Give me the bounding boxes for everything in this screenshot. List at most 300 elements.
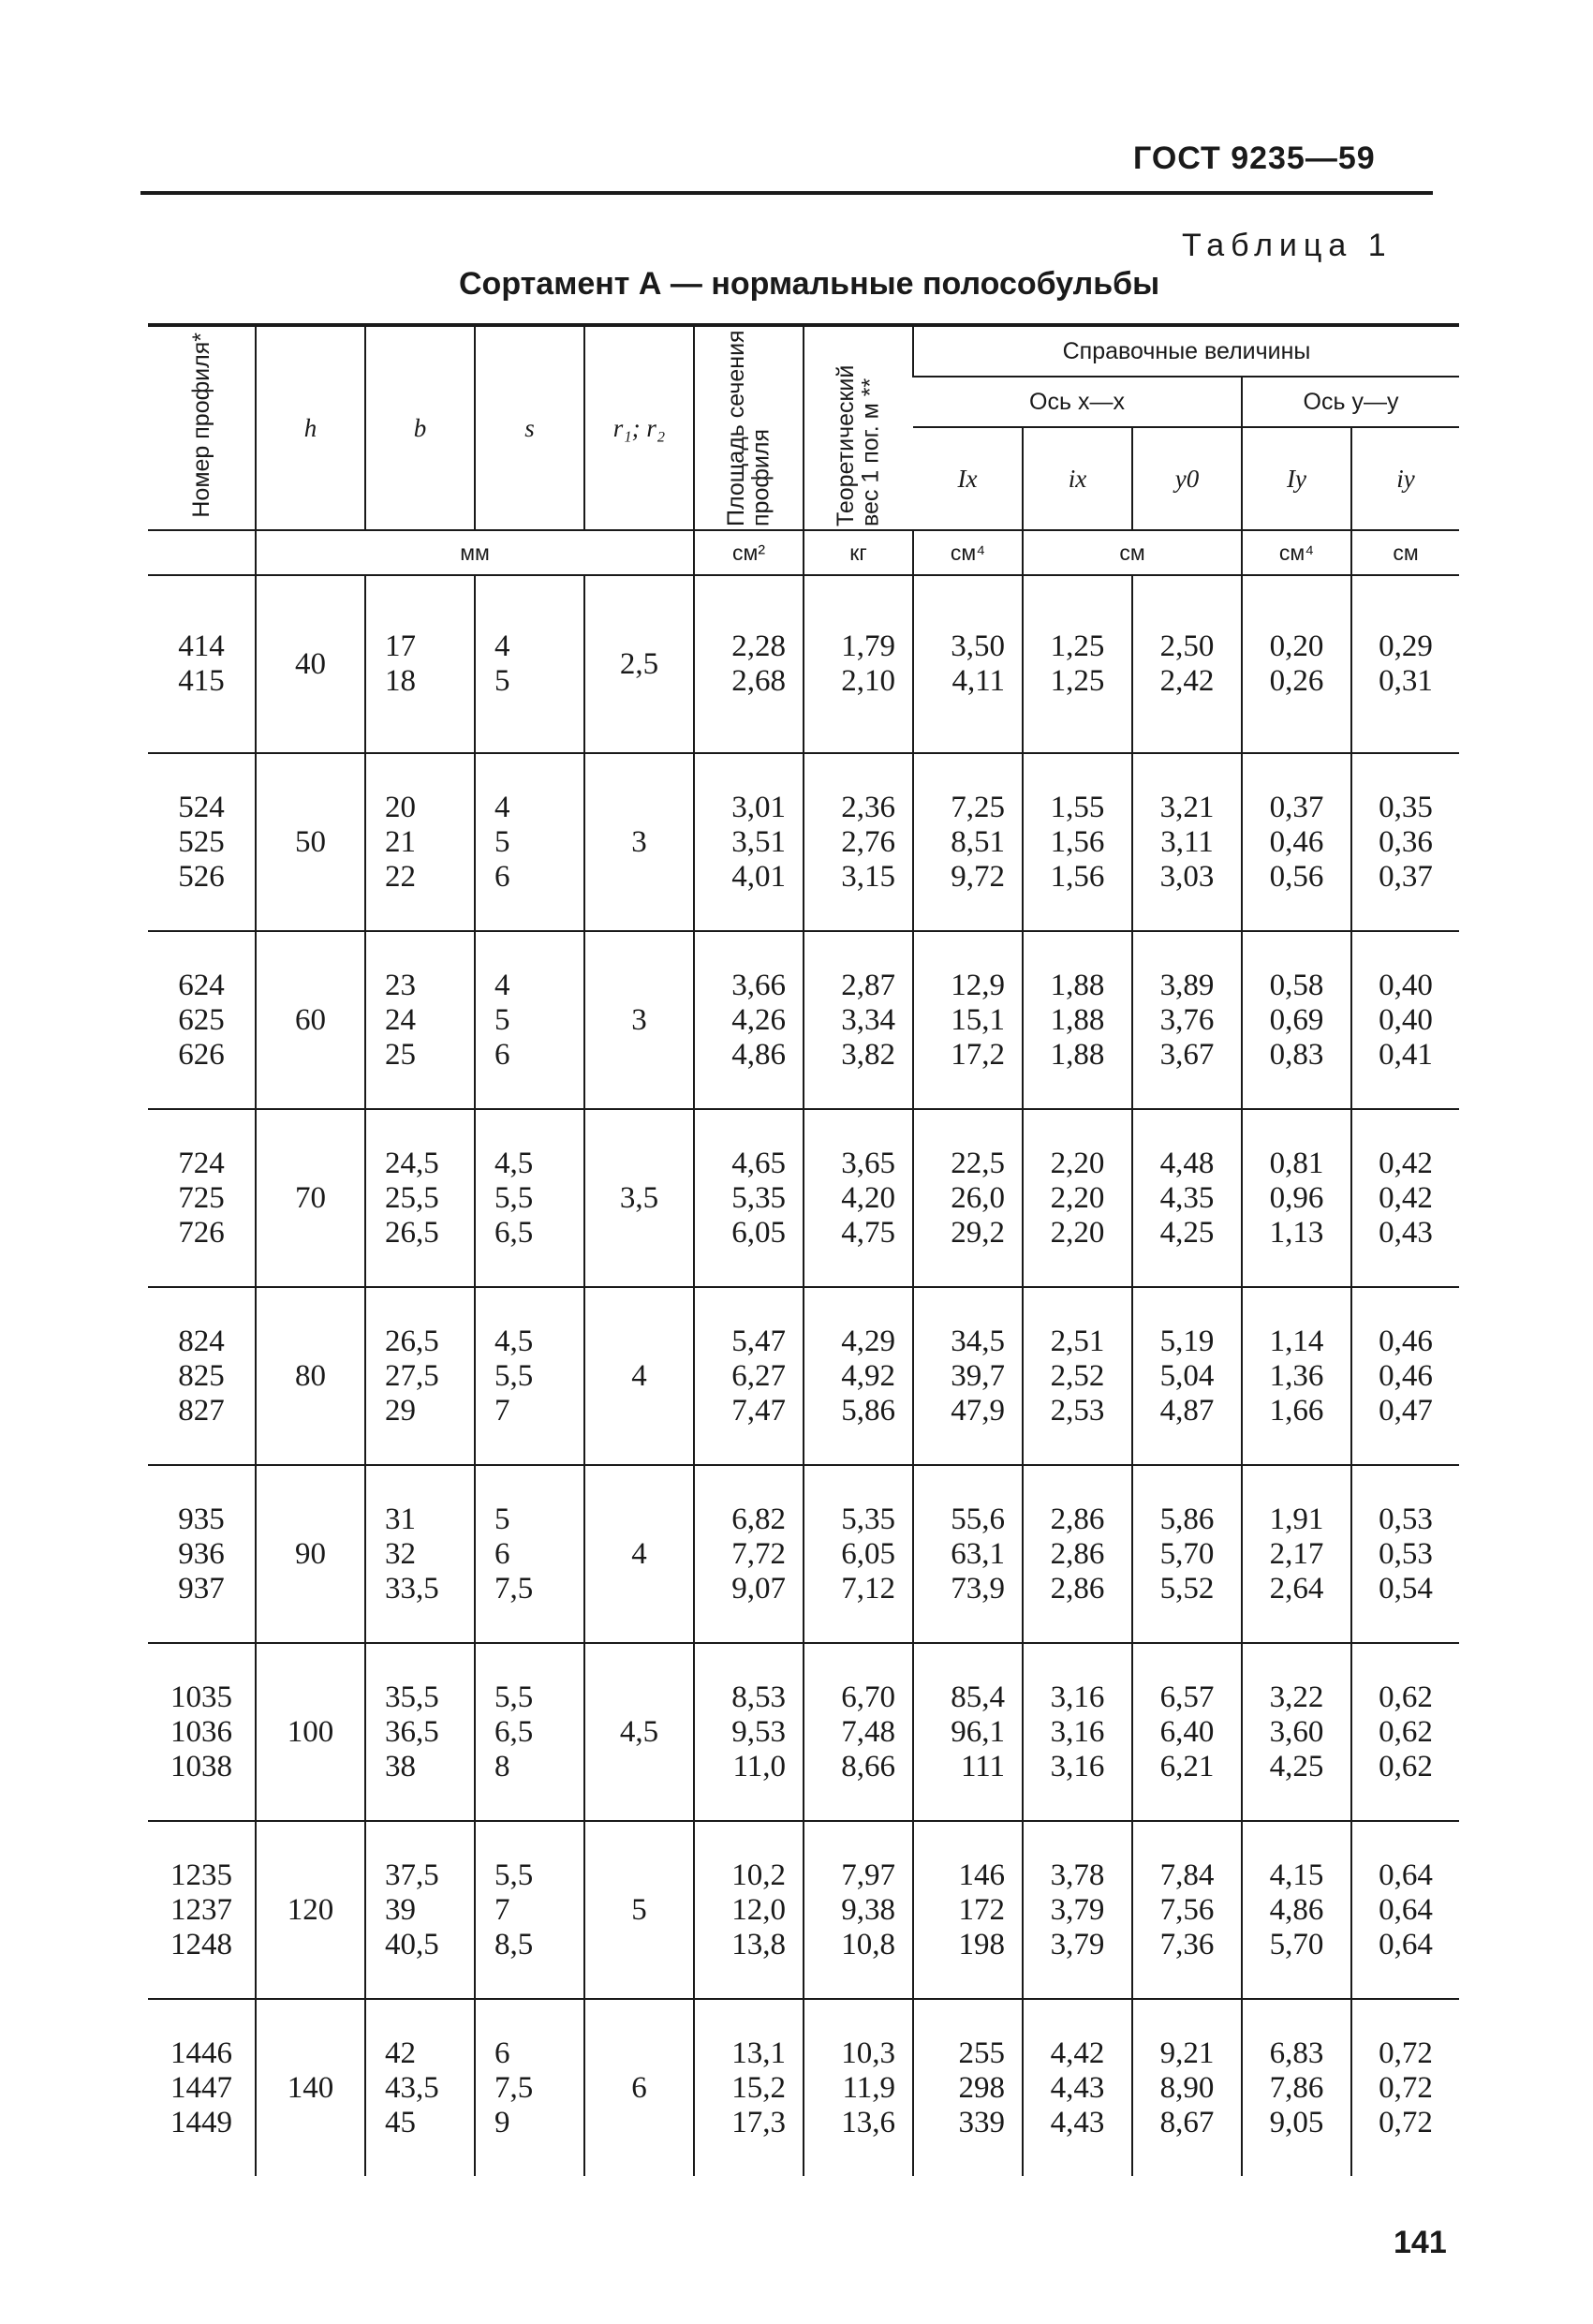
cell-value: 4,5 bbox=[494, 1324, 534, 1358]
cell-value: 80 bbox=[295, 1358, 326, 1393]
cell-value: 40 bbox=[295, 646, 326, 681]
cell-value: 2,50 bbox=[1159, 629, 1215, 663]
col-s: s bbox=[475, 325, 584, 530]
cell-s bbox=[475, 1287, 584, 1465]
cell-value: 8,66 bbox=[841, 1749, 895, 1784]
cell-value: 3,21 bbox=[1159, 790, 1215, 824]
cell-weight bbox=[804, 753, 913, 931]
cell-value: 6,5 bbox=[494, 1714, 534, 1749]
assortment-table bbox=[148, 323, 1459, 2176]
cell-value: 198 bbox=[958, 1927, 1005, 1961]
cell-value: 3,65 bbox=[841, 1146, 895, 1180]
cell-value: 7,36 bbox=[1159, 1927, 1215, 1961]
cell-value: 7,72 bbox=[731, 1536, 786, 1571]
unit-profile bbox=[148, 530, 256, 575]
cell-iy bbox=[1351, 1109, 1459, 1287]
cell-s bbox=[475, 1821, 584, 1999]
cell-value: 2,76 bbox=[841, 824, 895, 859]
cell-value: 0,40 bbox=[1379, 968, 1433, 1002]
cell-value: 935 bbox=[178, 1502, 225, 1536]
cell-b bbox=[365, 1465, 475, 1643]
cell-iy bbox=[1351, 575, 1459, 753]
cell-value: 4,75 bbox=[841, 1215, 895, 1250]
cell-value: 1,88 bbox=[1050, 968, 1105, 1002]
cell-value: 2,53 bbox=[1050, 1393, 1105, 1428]
cell-value: 9,72 bbox=[951, 859, 1005, 894]
cell-value: 0,62 bbox=[1379, 1680, 1433, 1714]
cell-value: 5,19 bbox=[1159, 1324, 1215, 1358]
cell-value: 4,48 bbox=[1159, 1146, 1215, 1180]
col-iy: iy bbox=[1351, 427, 1459, 530]
cell-y0 bbox=[1132, 1643, 1242, 1821]
cell-Ix bbox=[913, 931, 1023, 1109]
cell-value: 4,15 bbox=[1269, 1858, 1324, 1892]
cell-value: 26,5 bbox=[385, 1324, 439, 1358]
cell-y0 bbox=[1132, 1109, 1242, 1287]
cell-value: 415 bbox=[178, 664, 225, 698]
cell-value: 0,36 bbox=[1379, 824, 1433, 859]
cell-ix bbox=[1023, 1999, 1132, 2176]
cell-value: 0,31 bbox=[1379, 664, 1433, 698]
cell-value: 2,28 bbox=[731, 629, 786, 663]
unit-Iy: см⁴ bbox=[1242, 530, 1351, 575]
cell-value: 2,17 bbox=[1269, 1536, 1324, 1571]
cell-value: 4,43 bbox=[1050, 2105, 1105, 2139]
cell-value: 9,53 bbox=[731, 1714, 786, 1749]
cell-no bbox=[148, 1287, 256, 1465]
cell-value: 3,67 bbox=[1159, 1037, 1215, 1072]
cell-value: 6,5 bbox=[494, 1215, 534, 1250]
cell-value: 12,0 bbox=[731, 1892, 786, 1927]
cell-value: 5 bbox=[494, 824, 510, 859]
cell-value: 9,21 bbox=[1159, 2035, 1215, 2070]
table-row bbox=[148, 575, 1459, 753]
cell-value: 4,20 bbox=[841, 1180, 895, 1215]
table-row bbox=[148, 1999, 1459, 2176]
cell-value: 4 bbox=[631, 1358, 647, 1393]
cell-r bbox=[584, 575, 694, 753]
cell-value: 25 bbox=[385, 1037, 416, 1072]
cell-value: 5 bbox=[494, 1502, 510, 1536]
cell-value: 3,01 bbox=[731, 790, 786, 824]
cell-value: 4,5 bbox=[494, 1146, 534, 1180]
col-axis-x: Ось x—x bbox=[913, 377, 1242, 427]
cell-value: 414 bbox=[178, 629, 225, 663]
cell-ix bbox=[1023, 753, 1132, 931]
cell-value: 42 bbox=[385, 2035, 416, 2070]
cell-value: 38 bbox=[385, 1749, 416, 1784]
cell-value: 2,51 bbox=[1050, 1324, 1105, 1358]
cell-value: 39 bbox=[385, 1892, 416, 1927]
cell-value: 5,86 bbox=[1159, 1502, 1215, 1536]
cell-weight bbox=[804, 575, 913, 753]
cell-value: 824 bbox=[178, 1324, 225, 1358]
cell-value: 7,5 bbox=[494, 2070, 534, 2105]
cell-value: 4 bbox=[494, 790, 510, 824]
cell-value: 4,65 bbox=[731, 1146, 786, 1180]
cell-b bbox=[365, 1109, 475, 1287]
cell-value: 1,56 bbox=[1050, 859, 1105, 894]
table-title: Сортамент А — нормальные полособульбы bbox=[459, 266, 1160, 302]
cell-y0 bbox=[1132, 1465, 1242, 1643]
cell-value: 936 bbox=[178, 1536, 225, 1571]
cell-value: 9,38 bbox=[841, 1892, 895, 1927]
cell-value: 7 bbox=[494, 1393, 510, 1428]
cell-value: 3,66 bbox=[731, 968, 786, 1002]
cell-b bbox=[365, 1643, 475, 1821]
cell-value: 2,68 bbox=[731, 664, 786, 698]
cell-s bbox=[475, 1109, 584, 1287]
cell-value: 7,84 bbox=[1159, 1858, 1215, 1892]
cell-r bbox=[584, 1287, 694, 1465]
cell-value: 7,5 bbox=[494, 1571, 534, 1606]
cell-value: 3,50 bbox=[951, 629, 1005, 663]
cell-ix bbox=[1023, 1287, 1132, 1465]
cell-value: 7,12 bbox=[841, 1571, 895, 1606]
cell-value: 0,42 bbox=[1379, 1180, 1433, 1215]
cell-b bbox=[365, 931, 475, 1109]
cell-value: 21 bbox=[385, 824, 416, 859]
cell-value: 7 bbox=[494, 1892, 510, 1927]
table-row bbox=[148, 1109, 1459, 1287]
table-row bbox=[148, 1821, 1459, 1999]
cell-value: 0,81 bbox=[1269, 1146, 1324, 1180]
cell-weight bbox=[804, 1643, 913, 1821]
cell-h bbox=[256, 1999, 365, 2176]
cell-value: 1,56 bbox=[1050, 824, 1105, 859]
cell-value: 5,47 bbox=[731, 1324, 786, 1358]
cell-value: 7,48 bbox=[841, 1714, 895, 1749]
col-ix: ix bbox=[1023, 427, 1132, 530]
cell-value: 524 bbox=[178, 790, 225, 824]
cell-value: 5,5 bbox=[494, 1858, 534, 1892]
col-Ix: Ix bbox=[957, 464, 978, 493]
cell-no bbox=[148, 1465, 256, 1643]
cell-value: 2,36 bbox=[841, 790, 895, 824]
cell-no bbox=[148, 1109, 256, 1287]
table-row bbox=[148, 1643, 1459, 1821]
cell-value: 63,1 bbox=[951, 1536, 1005, 1571]
cell-value: 7,56 bbox=[1159, 1892, 1215, 1927]
cell-value: 3 bbox=[631, 824, 647, 859]
cell-value: 2,20 bbox=[1050, 1146, 1105, 1180]
cell-value: 1035 bbox=[170, 1680, 232, 1714]
cell-value: 0,46 bbox=[1379, 1358, 1433, 1393]
cell-value: 0,72 bbox=[1379, 2035, 1433, 2070]
cell-weight bbox=[804, 1465, 913, 1643]
cell-value: 1,88 bbox=[1050, 1002, 1105, 1037]
cell-value: 7,25 bbox=[951, 790, 1005, 824]
cell-value: 3,11 bbox=[1160, 824, 1214, 859]
cell-value: 1447 bbox=[170, 2070, 232, 2105]
cell-value: 1449 bbox=[170, 2105, 232, 2139]
col-axis-y: Ось y—y bbox=[1242, 377, 1459, 427]
cell-value: 0,69 bbox=[1269, 1002, 1324, 1037]
cell-value: 24 bbox=[385, 1002, 416, 1037]
cell-value: 4 bbox=[494, 968, 510, 1002]
cell-Iy bbox=[1242, 1465, 1351, 1643]
cell-area bbox=[694, 1821, 804, 1999]
cell-value: 8,53 bbox=[731, 1680, 786, 1714]
cell-value: 36,5 bbox=[385, 1714, 439, 1749]
cell-value: 0,53 bbox=[1379, 1502, 1433, 1536]
cell-ix bbox=[1023, 1821, 1132, 1999]
cell-value: 339 bbox=[958, 2105, 1005, 2139]
cell-value: 9,07 bbox=[731, 1571, 786, 1606]
cell-value: 8,90 bbox=[1159, 2070, 1215, 2105]
cell-value: 625 bbox=[178, 1002, 225, 1037]
cell-value: 4,5 bbox=[619, 1714, 659, 1749]
cell-no bbox=[148, 1999, 256, 2176]
cell-value: 6,05 bbox=[841, 1536, 895, 1571]
cell-value: 3,79 bbox=[1050, 1927, 1105, 1961]
cell-weight bbox=[804, 1287, 913, 1465]
cell-value: 0,46 bbox=[1379, 1324, 1433, 1358]
cell-value: 3,15 bbox=[841, 859, 895, 894]
cell-no bbox=[148, 1821, 256, 1999]
cell-value: 37,5 bbox=[385, 1858, 439, 1892]
cell-Ix bbox=[913, 1821, 1023, 1999]
cell-Iy bbox=[1242, 753, 1351, 931]
cell-value: 29 bbox=[385, 1393, 416, 1428]
document-code: ГОСТ 9235—59 bbox=[1133, 141, 1376, 176]
cell-value: 6,27 bbox=[731, 1358, 786, 1393]
cell-value: 825 bbox=[178, 1358, 225, 1393]
cell-weight bbox=[804, 931, 913, 1109]
cell-value: 27,5 bbox=[385, 1358, 439, 1393]
table-row bbox=[148, 1465, 1459, 1643]
cell-value: 8 bbox=[494, 1749, 510, 1784]
col-r: r₁; r₂ bbox=[584, 325, 694, 530]
cell-value: 2,10 bbox=[841, 664, 895, 698]
cell-value: 45 bbox=[385, 2105, 416, 2139]
cell-r bbox=[584, 1643, 694, 1821]
cell-value: 8,51 bbox=[951, 824, 1005, 859]
cell-value: 5 bbox=[631, 1892, 647, 1927]
cell-value: 5,70 bbox=[1269, 1927, 1324, 1961]
cell-value: 4,26 bbox=[731, 1002, 786, 1037]
cell-area bbox=[694, 1643, 804, 1821]
cell-value: 2,52 bbox=[1050, 1358, 1105, 1393]
col-weight: Теоретический вес 1 пог. м ** bbox=[804, 325, 913, 530]
unit-x-cm: см bbox=[1023, 530, 1242, 575]
cell-value: 11,9 bbox=[842, 2070, 895, 2105]
cell-value: 40,5 bbox=[385, 1927, 439, 1961]
cell-value: 20 bbox=[385, 790, 416, 824]
cell-value: 3,34 bbox=[841, 1002, 895, 1037]
cell-value: 0,35 bbox=[1379, 790, 1433, 824]
cell-value: 6 bbox=[494, 2035, 510, 2070]
cell-value: 3,16 bbox=[1050, 1714, 1105, 1749]
cell-value: 0,54 bbox=[1379, 1571, 1433, 1606]
cell-value: 5,5 bbox=[494, 1680, 534, 1714]
cell-h bbox=[256, 1821, 365, 1999]
cell-value: 24,5 bbox=[385, 1146, 439, 1180]
cell-r bbox=[584, 1821, 694, 1999]
cell-value: 0,58 bbox=[1269, 968, 1324, 1002]
cell-h bbox=[256, 1109, 365, 1287]
cell-value: 0,72 bbox=[1379, 2105, 1433, 2139]
unit-Ix: см⁴ bbox=[913, 530, 1023, 575]
cell-y0 bbox=[1132, 931, 1242, 1109]
cell-y0 bbox=[1132, 1999, 1242, 2176]
cell-r bbox=[584, 753, 694, 931]
cell-h bbox=[256, 575, 365, 753]
cell-y0 bbox=[1132, 1287, 1242, 1465]
cell-value: 0,62 bbox=[1379, 1714, 1433, 1749]
cell-y0 bbox=[1132, 1821, 1242, 1999]
cell-value: 3,60 bbox=[1269, 1714, 1324, 1749]
cell-r bbox=[584, 931, 694, 1109]
cell-value: 18 bbox=[385, 664, 416, 698]
cell-value: 10,8 bbox=[841, 1927, 895, 1961]
unit-iy: см bbox=[1351, 530, 1459, 575]
cell-value: 8,5 bbox=[494, 1927, 534, 1961]
cell-value: 6,05 bbox=[731, 1215, 786, 1250]
cell-value: 2,20 bbox=[1050, 1215, 1105, 1250]
cell-ix bbox=[1023, 575, 1132, 753]
cell-value: 5,35 bbox=[841, 1502, 895, 1536]
col-b: b bbox=[365, 325, 475, 530]
cell-value: 25,5 bbox=[385, 1180, 439, 1215]
cell-value: 4,29 bbox=[841, 1324, 895, 1358]
cell-value: 17,2 bbox=[951, 1037, 1005, 1072]
cell-value: 5 bbox=[494, 1002, 510, 1037]
col-area: Площадь сечения профиля bbox=[694, 325, 804, 530]
cell-value: 3,03 bbox=[1159, 859, 1215, 894]
cell-value: 13,1 bbox=[731, 2035, 786, 2070]
cell-value: 31 bbox=[385, 1502, 416, 1536]
cell-value: 725 bbox=[178, 1180, 225, 1215]
cell-value: 6,83 bbox=[1269, 2035, 1324, 2070]
cell-iy bbox=[1351, 753, 1459, 931]
cell-value: 4,43 bbox=[1050, 2070, 1105, 2105]
cell-value: 4,25 bbox=[1269, 1749, 1324, 1784]
cell-value: 120 bbox=[287, 1892, 334, 1927]
cell-value: 3,79 bbox=[1050, 1892, 1105, 1927]
cell-value: 626 bbox=[178, 1037, 225, 1072]
cell-value: 55,6 bbox=[951, 1502, 1005, 1536]
cell-value: 23 bbox=[385, 968, 416, 1002]
cell-area bbox=[694, 931, 804, 1109]
cell-value: 0,83 bbox=[1269, 1037, 1324, 1072]
cell-value: 50 bbox=[295, 824, 326, 859]
cell-value: 5 bbox=[494, 664, 510, 698]
cell-value: 0,47 bbox=[1379, 1393, 1433, 1428]
cell-value: 146 bbox=[958, 1858, 1005, 1892]
cell-area bbox=[694, 1465, 804, 1643]
cell-value: 4 bbox=[494, 629, 510, 663]
cell-ix bbox=[1023, 1109, 1132, 1287]
cell-value: 3,5 bbox=[619, 1180, 659, 1215]
cell-Iy bbox=[1242, 1287, 1351, 1465]
cell-value: 0,96 bbox=[1269, 1180, 1324, 1215]
header-rule bbox=[140, 191, 1433, 195]
cell-area bbox=[694, 1109, 804, 1287]
cell-value: 1,79 bbox=[841, 629, 895, 663]
cell-value: 7,47 bbox=[731, 1393, 786, 1428]
cell-r bbox=[584, 1999, 694, 2176]
cell-value: 0,37 bbox=[1269, 790, 1324, 824]
cell-value: 937 bbox=[178, 1571, 225, 1606]
cell-value: 2,87 bbox=[841, 968, 895, 1002]
cell-r bbox=[584, 1465, 694, 1643]
cell-value: 726 bbox=[178, 1215, 225, 1250]
cell-value: 34,5 bbox=[951, 1324, 1005, 1358]
table-row bbox=[148, 753, 1459, 931]
cell-weight bbox=[804, 1109, 913, 1287]
cell-value: 3,51 bbox=[731, 824, 786, 859]
cell-value: 9,05 bbox=[1269, 2105, 1324, 2139]
cell-value: 4,42 bbox=[1050, 2035, 1105, 2070]
unit-area: см² bbox=[694, 530, 804, 575]
cell-value: 7,86 bbox=[1269, 2070, 1324, 2105]
cell-area bbox=[694, 753, 804, 931]
cell-value: 2,64 bbox=[1269, 1571, 1324, 1606]
cell-value: 10,2 bbox=[731, 1858, 786, 1892]
cell-value: 827 bbox=[178, 1393, 225, 1428]
cell-value: 0,40 bbox=[1379, 1002, 1433, 1037]
cell-value: 5,5 bbox=[494, 1358, 534, 1393]
cell-value: 3,16 bbox=[1050, 1680, 1105, 1714]
cell-value: 3,76 bbox=[1159, 1002, 1215, 1037]
cell-Iy bbox=[1242, 1999, 1351, 2176]
cell-area bbox=[694, 575, 804, 753]
cell-Ix bbox=[913, 1465, 1023, 1643]
cell-value: 0,20 bbox=[1269, 629, 1324, 663]
cell-Iy bbox=[1242, 1109, 1351, 1287]
col-Iy: Iy bbox=[1242, 427, 1351, 530]
cell-value: 1248 bbox=[170, 1927, 232, 1961]
cell-value: 60 bbox=[295, 1002, 326, 1037]
cell-no bbox=[148, 575, 256, 753]
cell-h bbox=[256, 1643, 365, 1821]
cell-value: 6,21 bbox=[1159, 1749, 1215, 1784]
cell-value: 70 bbox=[295, 1180, 326, 1215]
cell-Iy bbox=[1242, 1643, 1351, 1821]
cell-value: 1,13 bbox=[1269, 1215, 1324, 1250]
cell-value: 22 bbox=[385, 859, 416, 894]
cell-value: 2,20 bbox=[1050, 1180, 1105, 1215]
cell-value: 1,25 bbox=[1050, 664, 1105, 698]
table-row bbox=[148, 1287, 1459, 1465]
cell-Ix bbox=[913, 1643, 1023, 1821]
cell-value: 526 bbox=[178, 859, 225, 894]
cell-iy bbox=[1351, 931, 1459, 1109]
cell-Iy bbox=[1242, 575, 1351, 753]
unit-mm: мм bbox=[256, 530, 694, 575]
cell-value: 0,26 bbox=[1269, 664, 1324, 698]
col-h: h bbox=[256, 325, 365, 530]
cell-value: 0,64 bbox=[1379, 1927, 1433, 1961]
cell-value: 0,41 bbox=[1379, 1037, 1433, 1072]
cell-value: 1036 bbox=[170, 1714, 232, 1749]
cell-y0 bbox=[1132, 753, 1242, 931]
cell-value: 13,6 bbox=[841, 2105, 895, 2139]
cell-value: 5,70 bbox=[1159, 1536, 1215, 1571]
cell-value: 0,64 bbox=[1379, 1858, 1433, 1892]
cell-value: 1235 bbox=[170, 1858, 232, 1892]
cell-value: 4,25 bbox=[1159, 1215, 1215, 1250]
cell-s bbox=[475, 575, 584, 753]
cell-b bbox=[365, 1821, 475, 1999]
cell-value: 3,22 bbox=[1269, 1680, 1324, 1714]
cell-value: 0,56 bbox=[1269, 859, 1324, 894]
cell-value: 12,9 bbox=[951, 968, 1005, 1002]
cell-value: 0,43 bbox=[1379, 1215, 1433, 1250]
cell-value: 6,82 bbox=[731, 1502, 786, 1536]
cell-Ix bbox=[913, 1287, 1023, 1465]
